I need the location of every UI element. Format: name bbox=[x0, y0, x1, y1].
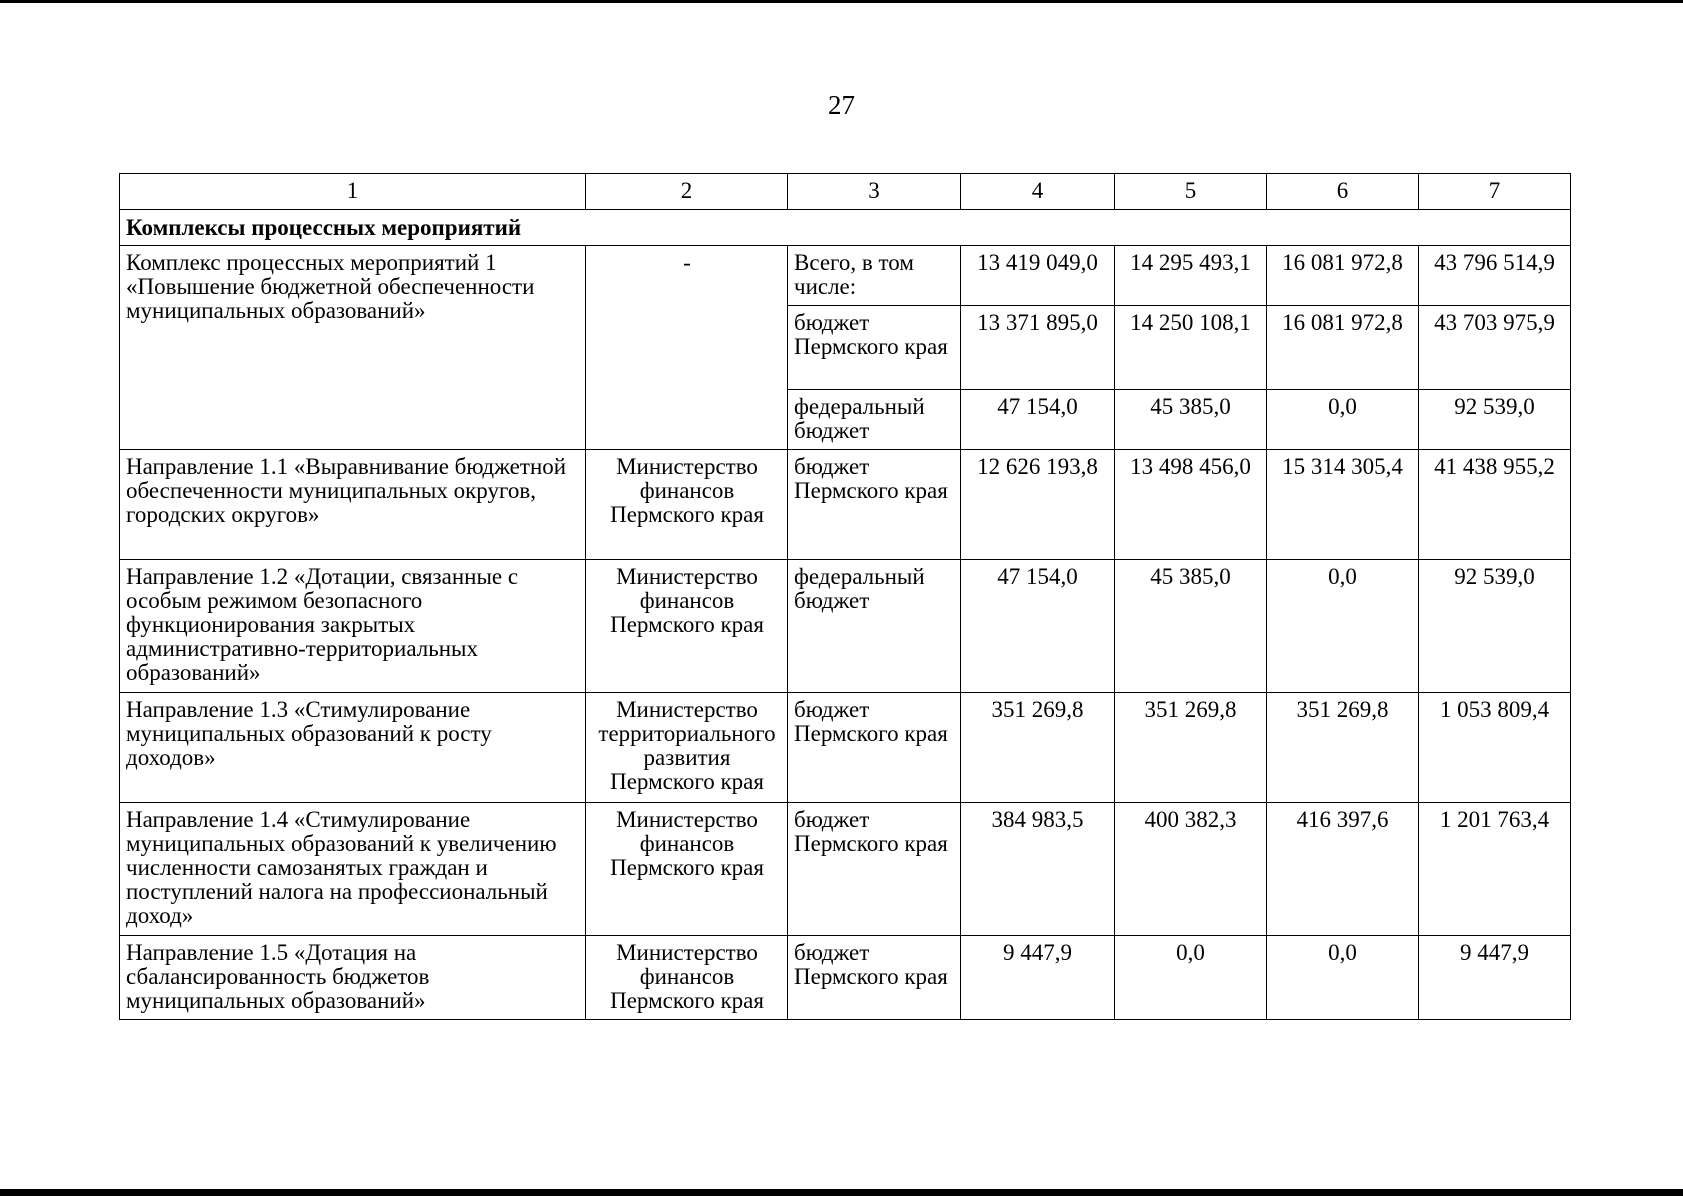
value-cell-col6: 16 081 972,8 bbox=[1267, 246, 1419, 306]
direction-name-cell: Направление 1.3 «Стимулирование муниципальных образований к росту доходов» bbox=[120, 693, 586, 803]
value-cell-col5: 14 250 108,1 bbox=[1115, 306, 1267, 390]
column-number: 3 bbox=[788, 174, 961, 210]
value-cell-col5: 14 295 493,1 bbox=[1115, 246, 1267, 306]
responsible-cell: Министерство финансов Пермского края bbox=[586, 560, 788, 693]
responsible-cell: Министерство финансов Пермского края bbox=[586, 450, 788, 560]
funding-source-cell: бюджет Пермского края bbox=[788, 803, 961, 936]
value-cell-col5: 45 385,0 bbox=[1115, 390, 1267, 450]
section-row bbox=[120, 210, 1571, 246]
direction-name-cell: Направление 1.4 «Стимулирование муниципальных образований к увеличению численности самозанятых граждан и поступлений налога на профессиональный доход» bbox=[120, 803, 586, 936]
direction-name-cell: Направление 1.1 «Выравнивание бюджетной обеспеченности муниципальных округов, городских округов» bbox=[120, 450, 586, 560]
table-row bbox=[120, 246, 1571, 306]
value-cell-col7: 1 053 809,4 bbox=[1419, 693, 1571, 803]
column-number: 7 bbox=[1419, 174, 1571, 210]
funding-source-cell: Всего, в том числе: bbox=[788, 246, 961, 306]
table-row bbox=[120, 560, 1571, 693]
value-cell-col6: 0,0 bbox=[1267, 390, 1419, 450]
complex-responsible-cell: - bbox=[586, 246, 788, 450]
value-cell-col6: 416 397,6 bbox=[1267, 803, 1419, 936]
value-cell-col6: 0,0 bbox=[1267, 936, 1419, 1020]
responsible-cell: Министерство финансов Пермского края bbox=[586, 803, 788, 936]
complex-name-cell: Комплекс процессных мероприятий 1 «Повышение бюджетной обеспеченности муниципальных образований» bbox=[120, 246, 586, 450]
value-cell-col7: 41 438 955,2 bbox=[1419, 450, 1571, 560]
value-cell-col5: 13 498 456,0 bbox=[1115, 450, 1267, 560]
budget-table bbox=[119, 173, 1571, 1020]
column-number: 2 bbox=[586, 174, 788, 210]
column-number: 1 bbox=[120, 174, 586, 210]
value-cell-col4: 351 269,8 bbox=[961, 693, 1115, 803]
responsible-cell: Министерство финансов Пермского края bbox=[586, 936, 788, 1020]
value-cell-col6: 15 314 305,4 bbox=[1267, 450, 1419, 560]
bottom-edge-rule bbox=[0, 1189, 1683, 1196]
direction-name-cell: Направление 1.2 «Дотации, связанные с особым режимом безопасного функционирования закрытых административно-территориальных образований» bbox=[120, 560, 586, 693]
funding-source-cell: федеральный бюджет bbox=[788, 390, 961, 450]
value-cell-col4: 384 983,5 bbox=[961, 803, 1115, 936]
section-title: Комплексы процессных мероприятий bbox=[120, 210, 1571, 246]
direction-name-cell: Направление 1.5 «Дотация на сбалансированность бюджетов муниципальных образований» bbox=[120, 936, 586, 1020]
column-number: 5 bbox=[1115, 174, 1267, 210]
value-cell-col4: 9 447,9 bbox=[961, 936, 1115, 1020]
value-cell-col4: 13 419 049,0 bbox=[961, 246, 1115, 306]
value-cell-col5: 400 382,3 bbox=[1115, 803, 1267, 936]
value-cell-col5: 351 269,8 bbox=[1115, 693, 1267, 803]
value-cell-col6: 0,0 bbox=[1267, 560, 1419, 693]
value-cell-col6: 351 269,8 bbox=[1267, 693, 1419, 803]
table-row bbox=[120, 450, 1571, 560]
funding-source-cell: бюджет Пермского края bbox=[788, 306, 961, 390]
value-cell-col7: 9 447,9 bbox=[1419, 936, 1571, 1020]
page-number: 27 bbox=[828, 90, 855, 120]
value-cell-col7: 92 539,0 bbox=[1419, 390, 1571, 450]
value-cell-col4: 13 371 895,0 bbox=[961, 306, 1115, 390]
value-cell-col4: 12 626 193,8 bbox=[961, 450, 1115, 560]
table-row bbox=[120, 803, 1571, 936]
responsible-cell: Министерство территориального развития Пермского края bbox=[586, 693, 788, 803]
value-cell-col6: 16 081 972,8 bbox=[1267, 306, 1419, 390]
column-number-row bbox=[120, 174, 1571, 210]
funding-source-cell: федеральный бюджет bbox=[788, 560, 961, 693]
table-row bbox=[120, 693, 1571, 803]
funding-source-cell: бюджет Пермского края bbox=[788, 936, 961, 1020]
column-number: 6 bbox=[1267, 174, 1419, 210]
top-edge-rule bbox=[0, 0, 1683, 3]
value-cell-col5: 0,0 bbox=[1115, 936, 1267, 1020]
value-cell-col5: 45 385,0 bbox=[1115, 560, 1267, 693]
value-cell-col7: 43 796 514,9 bbox=[1419, 246, 1571, 306]
value-cell-col7: 43 703 975,9 bbox=[1419, 306, 1571, 390]
funding-source-cell: бюджет Пермского края bbox=[788, 450, 961, 560]
column-number: 4 bbox=[961, 174, 1115, 210]
value-cell-col7: 1 201 763,4 bbox=[1419, 803, 1571, 936]
funding-source-cell: бюджет Пермского края bbox=[788, 693, 961, 803]
table-row bbox=[120, 936, 1571, 1020]
value-cell-col4: 47 154,0 bbox=[961, 560, 1115, 693]
value-cell-col4: 47 154,0 bbox=[961, 390, 1115, 450]
value-cell-col7: 92 539,0 bbox=[1419, 560, 1571, 693]
